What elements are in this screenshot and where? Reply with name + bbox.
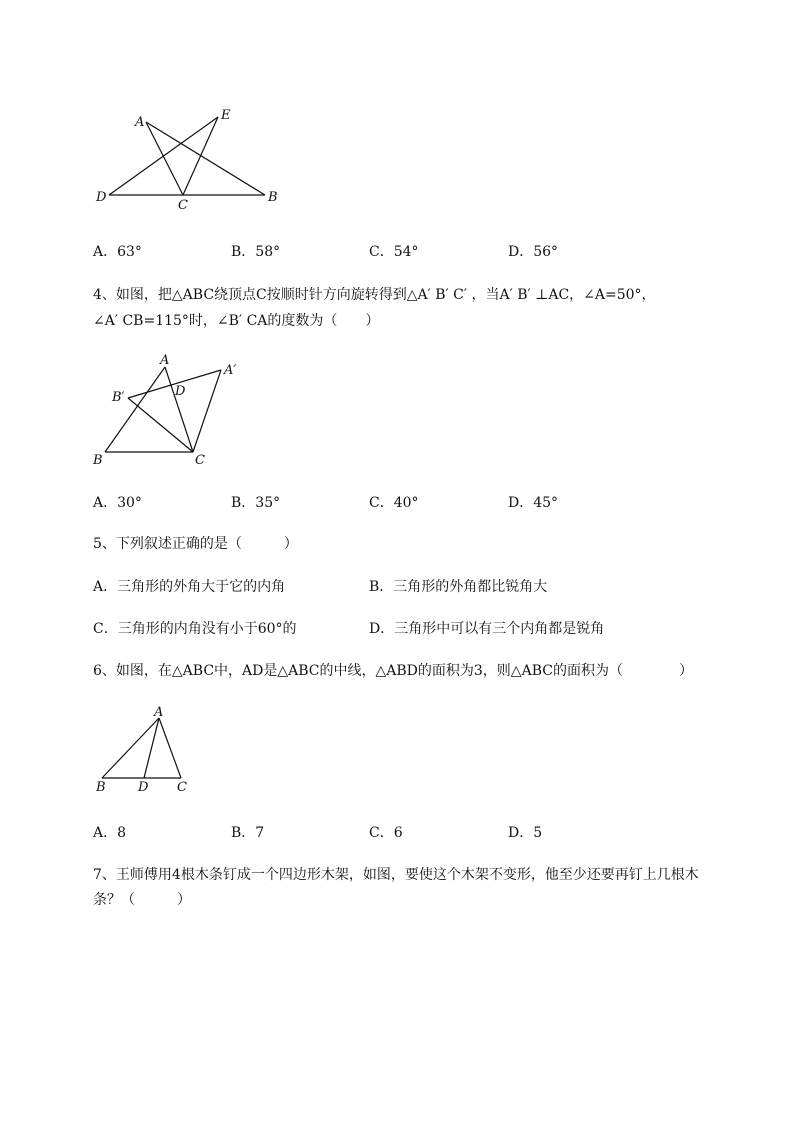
q3-label-a: A: [135, 115, 145, 130]
q4-segment-bprime-c: [128, 398, 193, 452]
q3-option-d: D．56°: [508, 244, 559, 260]
q6-option-b: B．7: [231, 825, 265, 841]
q3-label-e: E: [221, 108, 231, 123]
q3-label-c: C: [178, 198, 188, 213]
q4-label-b: B: [93, 453, 103, 468]
q4-label-c: C: [195, 453, 205, 468]
q4-option-d: D．45°: [508, 495, 559, 511]
q6-label-c: C: [177, 780, 187, 795]
q7-stem-line2: 条？（ ）: [93, 892, 191, 908]
q4-label-d: D: [175, 384, 186, 399]
q4-option-a: A．30°: [93, 495, 142, 511]
q4-label-a: A: [160, 353, 170, 368]
q6-stem: 6、如图，在△ABC中，AD是△ABC的中线，△ABD的面积为3，则△ABC的面积为（ ）: [93, 663, 693, 679]
q5-option-c: C．三角形的内角没有小于60°的: [93, 621, 297, 637]
q3-option-c: C．54°: [369, 244, 419, 260]
q3-label-d: D: [96, 190, 107, 205]
q4-option-b: B．35°: [231, 495, 281, 511]
q6-option-d: D．5: [508, 825, 543, 841]
q5-stem: 5、下列叙述正确的是（ ）: [93, 536, 298, 552]
q4-stem-line2: ∠A′ CB=115°时，∠B′ CA的度数为（ ）: [93, 313, 380, 329]
q4-stem-line1: 4、如图，把△ABC绕顶点C按顺时针方向旋转得到△A′ B′ C′ ，当A′ B′ ⊥AC，∠A=50°，: [93, 287, 656, 303]
q3-option-b: B．58°: [231, 244, 281, 260]
q4-label-aprime: A′: [224, 363, 237, 378]
q6-label-d: D: [138, 780, 149, 795]
q4-segment-aprime-c: [193, 370, 221, 452]
q5-option-a: A．三角形的外角大于它的内角: [93, 579, 286, 595]
q6-label-a: A: [154, 705, 164, 720]
q6-option-c: C．6: [369, 825, 403, 841]
q6-segment-ab: [102, 718, 159, 778]
q4-option-c: C．40°: [369, 495, 419, 511]
q6-segment-ad: [144, 718, 159, 778]
q7-stem-line1: 7、王师傅用4根木条钉成一个四边形木架，如图，要使这个木架不变形，他至少还要再钉上几根木: [93, 867, 699, 883]
q3-label-b: B: [268, 190, 278, 205]
q6-label-b: B: [96, 780, 106, 795]
q4-segment-ab: [105, 367, 165, 452]
q3-option-a: A．63°: [93, 244, 142, 260]
q6-option-a: A．8: [93, 825, 127, 841]
q6-segment-ac: [159, 718, 181, 778]
q5-option-d: D．三角形中可以有三个内角都是锐角: [369, 621, 605, 637]
q5-option-b: B．三角形的外角都比锐角大: [369, 579, 548, 595]
q4-label-bprime: B′: [112, 390, 125, 405]
